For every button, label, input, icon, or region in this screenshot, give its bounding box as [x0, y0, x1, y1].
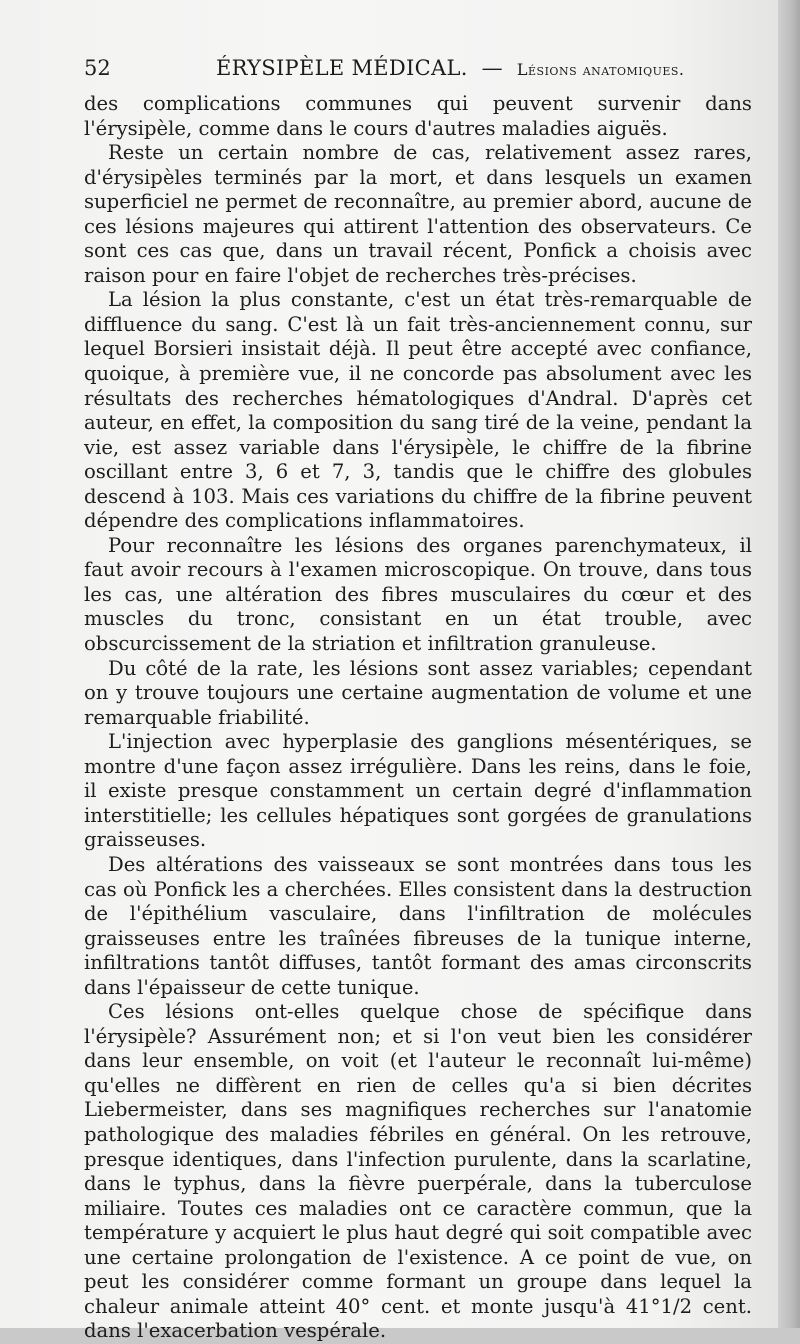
page-number: 52 [84, 56, 111, 80]
body-text [84, 92, 752, 1344]
running-title [216, 56, 685, 80]
paragraph-blood-diffluence: La lésion la plus constante, c'est un état très-remarquable de diffluence du sang. C'est là un fait très-anciennement connu, sur lequel Borsieri insistait déjà. Il peut être accepté avec confiance, quoique, à première vue, il ne concorde pas absolument avec les résultats des recherches hématologiques d'Andral. D'après cet auteur, en effet, la composition du sang tiré de la veine, pendant la vie, est assez variable dans l'érysipèle, le chiffre de la fibrine oscillant entre 3, 6 et 7, 3, tandis que le chiffre des globules descend à 103. Mais ces variations du chiffre de la fibrine peuvent dépendre des complications inflammatoires. [84, 288, 752, 533]
paragraph-spleen: Du côté de la rate, les lésions sont assez variables; cependant on y trouve toujours une certaine augmentation de volume et une remarquable friabilité. [84, 656, 752, 729]
running-title-separator: — [481, 56, 503, 80]
paragraph-continued: des complications communes qui peuvent survenir dans l'érysipèle, comme dans le cours d'autres maladies aiguës. [84, 92, 752, 140]
running-title-subtitle: Lésions anatomiques. [516, 60, 685, 79]
paragraph-mesenteric-glands: L'injection avec hyperplasie des ganglions mésentériques, se montre d'une façon assez irrégulière. Dans les reins, dans le foie, il existe presque constamment un certain degré d'inflammation interstitielle; les cellules hépatiques sont gorgées de granulations graisseuses. [84, 730, 752, 852]
paragraph-vessels: Des altérations des vaisseaux se sont montrées dans tous les cas où Ponfick les a cherchées. Elles consistent dans la destruction de l'épithélium vasculaire, dans l'infiltration de molécules graisseuses entre les traînées fibreuses de la tunique interne, infiltrations tantôt diffuses, tantôt formant des amas circonscrits dans l'épaisseur de cette tunique. [84, 852, 752, 999]
paragraph-parenchymal-organs: Pour reconnaître les lésions des organes parenchymateux, il faut avoir recours à l'examen microscopique. On trouve, dans tous les cas, une altération des fibres musculaires du cœur et des muscles du tronc, consistant en un état trouble, avec obscurcissement de la striation et infiltration granuleuse. [84, 533, 752, 656]
paragraph-specificity: Ces lésions ont-elles quelque chose de spécifique dans l'érysipèle? Assurément non; et si l'on veut bien les considérer dans leur ensemble, on voit (et l'auteur le reconnaît lui-même) qu'elles ne diffèrent en rien de celles qu'a si bien décrites Liebermeister, dans ses magnifiques recherches sur l'anatomie pathologique des maladies fébriles en général. On les retrouve, presque identiques, dans l'infection purulente, dans la scarlatine, dans le typhus, dans la fièvre puerpérale, dans la tuberculose miliaire. Toutes ces maladies ont ce caractère commun, que la température y acquiert le plus haut degré qui soit compatible avec une certaine prolongation de l'existence. A ce point de vue, on peut les considérer comme formant un groupe dans lequel la chaleur animale atteint 40° cent. et monte jusqu'à 41°1/2 cent. dans l'exacerbation vespérale. [84, 1000, 752, 1343]
running-title-main: ÉRYSIPÈLE MÉDICAL. [216, 56, 468, 80]
running-head [84, 56, 754, 86]
paragraph-fatal-cases: Reste un certain nombre de cas, relativement assez rares, d'érysipèles terminés par la mort, et dans lesquels un examen superficiel ne permet de reconnaître, au premier abord, aucune de ces lésions majeures qui attirent l'attention des observateurs. Ce sont ces cas que, dans un travail récent, Ponfick a choisis avec raison pour en faire l'objet de recherches très-précises. [84, 141, 752, 287]
page-edge [778, 0, 800, 1328]
